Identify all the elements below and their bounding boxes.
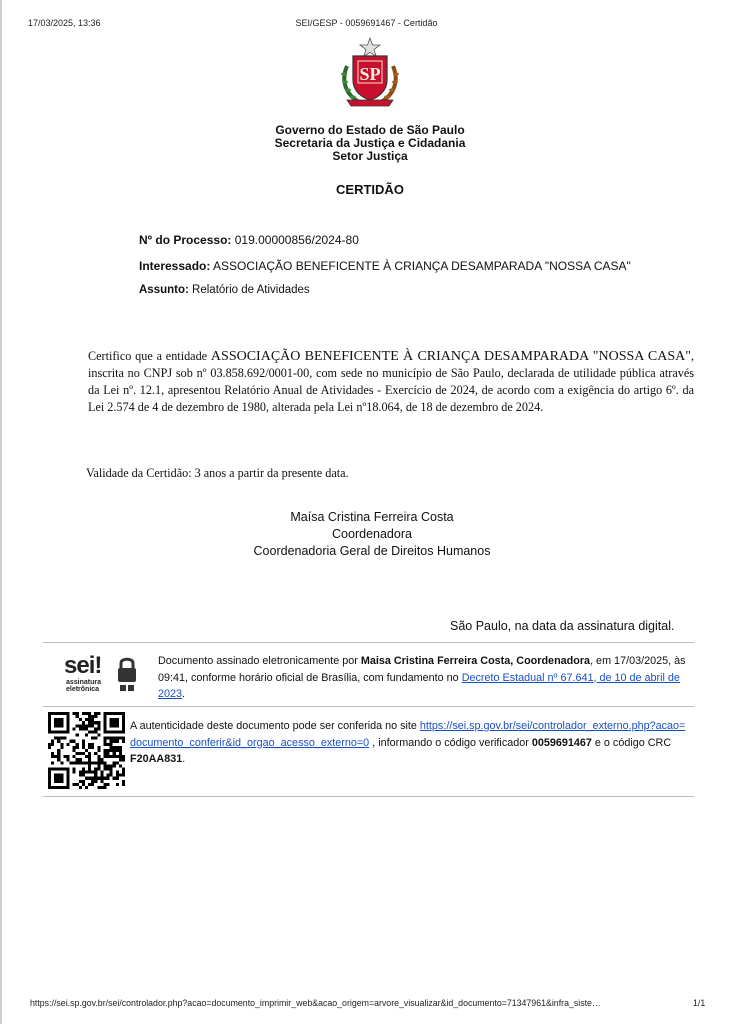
print-page-number: 1/1 [693,998,706,1008]
interested-value: ASSOCIAÇÃO BENEFICENTE À CRIANÇA DESAMPARADA "NOSSA CASA" [213,259,631,273]
subject-label: Assunto: [139,284,189,296]
interested-label: Interessado: [139,259,211,273]
electronic-signature-note [158,653,696,703]
process-value: 019.00000856/2024-80 [234,233,359,247]
padlock-icon [116,654,138,697]
process-number [139,233,359,247]
coat-of-arms-icon [337,36,403,108]
auth-prefix: A autenticidade deste documento pode ser conferida no site [130,720,420,732]
sei-logo-word: sei! [64,652,102,679]
print-doc-title: SEI/GESP - 0059691467 - Certidão [295,18,438,28]
sig-note-middle: , em 17/03/2025, às 09:41, conforme horário oficial de Brasília, com fundamento no [158,655,686,684]
certification-paragraph [88,348,694,416]
divider [43,796,694,797]
place-date: São Paulo, na data da assinatura digital. [450,619,675,633]
signatory-role: Coordenadora [332,527,412,541]
print-footer-url: https://sei.sp.gov.br/sei/controlador.php?acao=documento_imprimir_web&acao_origem=arvore_visualizar&id_documento=71347961&infra_siste… [30,998,601,1008]
sig-note-prefix: Documento assinado eletronicamente por [158,655,361,667]
auth-crc-text: e o código CRC [591,736,672,749]
auth-end: . [182,753,186,765]
org-sector: Setor Justiça [332,149,408,163]
print-datetime: 17/03/2025, 13:36 [28,18,101,28]
sig-note-end: . [182,688,186,700]
divider [43,706,694,707]
crest-letters: SP [359,64,381,84]
sei-signature-logo [64,652,142,694]
org-government: Governo do Estado de São Paulo [275,123,465,137]
process-label: Nº do Processo: [139,233,232,247]
document-type-title: CERTIDÃO [336,182,404,197]
signatory-name: Maísa Cristina Ferreira Costa [290,510,454,524]
validity-statement: Validade da Certidão: 3 anos a partir da presente data. [86,466,349,480]
auth-middle: , informando o código verificador [369,736,532,749]
decree-link[interactable]: Decreto Estadual nº 67.641, de 10 de abril de 2023 [158,671,680,700]
body-prefix: Certifico que a entidade [88,349,211,363]
authenticity-note [130,718,690,768]
org-secretariat: Secretaria da Justiça e Cidadania [274,136,466,150]
verifier-code: 0059691467 [531,736,592,749]
sig-note-signer: Maisa Cristina Ferreira Costa, Coordenadora [360,655,591,667]
interested-party [139,259,631,273]
verification-link[interactable]: https://sei.sp.gov.br/sei/controlador_externo.php?acao=documento_conferir&id_orgao_acesso_externo=0 [130,720,686,749]
divider [43,642,694,643]
qr-code [48,712,125,789]
body-rest: , inscrita no CNPJ sob nº 03.858.692/0001-00, com sede no município de São Paulo, declarada de utilidade pública através da Lei nº. 12.1, apresentou Relatório Anual de Atividades - Exercício de 2024, de acordo com a exigência do artigo 6º. da Lei 2.574 de 4 de dezembro de 1980, alterada pela Lei nº18.064, de 18 de dezembro de 2024. [88,349,694,414]
signatory-department: Coordenadoria Geral de Direitos Humanos [253,544,491,558]
crc-code: F20AA831 [130,753,183,765]
body-entity-name: ASSOCIAÇÃO BENEFICENTE À CRIANÇA DESAMPARADA "NOSSA CASA" [210,349,691,364]
subject-value: Relatório de Atividades [192,284,310,296]
subject [139,284,310,296]
sei-logo-sub1: assinatura [66,679,102,686]
sei-logo-sub2: eletrônica [66,686,100,693]
